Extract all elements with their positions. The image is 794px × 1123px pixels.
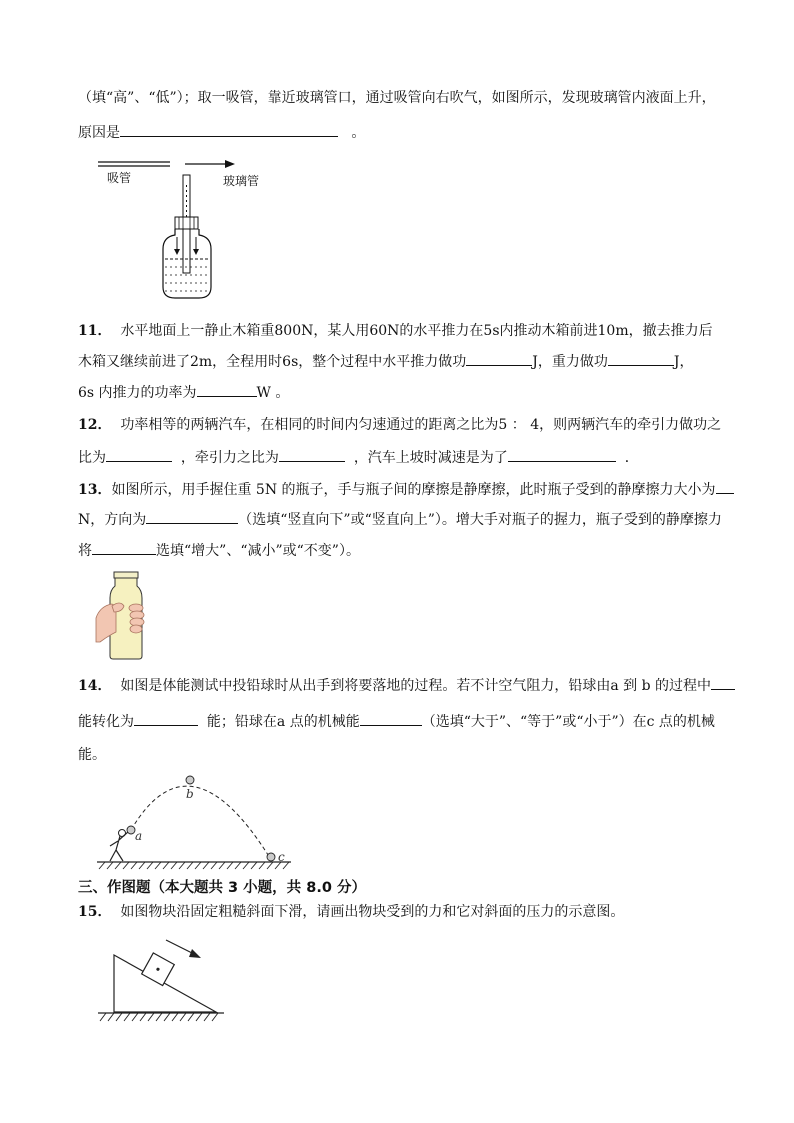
section-3-heading: 三、作图题（本大题共 3 小题，共 8.0 分） bbox=[78, 880, 366, 896]
q13-line1 bbox=[78, 479, 734, 500]
q14-text-1: 如图是体能测试中投铅球时从出手到将要落地的过程。若不计空气阻力，铅球由a 到 b 的过程中 bbox=[120, 678, 712, 694]
q14-compare-blank[interactable] bbox=[360, 711, 422, 726]
q14-text-3: 能。 bbox=[78, 747, 106, 763]
q12-text-2b: ，牵引力之比为 bbox=[180, 450, 279, 466]
q10-text-2b: 。 bbox=[351, 125, 366, 141]
q15-figure bbox=[96, 935, 236, 1025]
q11-work-gravity-blank[interactable] bbox=[608, 351, 674, 366]
straw-label: 吸管 bbox=[107, 171, 132, 185]
q13-direction-blank[interactable] bbox=[146, 509, 238, 524]
q12-work-ratio-blank[interactable] bbox=[106, 447, 172, 462]
point-a-label: a bbox=[135, 829, 143, 843]
q12-reason-blank[interactable] bbox=[508, 447, 616, 462]
q11-number: 11． bbox=[78, 323, 112, 339]
q12-line2 bbox=[78, 447, 639, 468]
q13-number: 13． bbox=[78, 482, 112, 498]
q10-figure bbox=[95, 155, 295, 305]
q12-text-2d: ． bbox=[624, 450, 639, 466]
q14-text-2a: 能转化为 bbox=[78, 714, 134, 730]
q11-text-3a: 6s 内推力的功率为 bbox=[78, 385, 197, 401]
q13-change-blank[interactable] bbox=[92, 540, 156, 555]
incline-block-diagram bbox=[96, 935, 236, 1025]
q13-line3 bbox=[78, 540, 360, 561]
q14-line3 bbox=[78, 745, 106, 765]
q12-number: 12． bbox=[78, 417, 112, 433]
bottle-straw-diagram bbox=[95, 155, 295, 305]
q13-line2 bbox=[78, 509, 722, 530]
q14-number: 14． bbox=[78, 678, 112, 694]
q12-force-ratio-blank[interactable] bbox=[279, 447, 345, 462]
q12-line1 bbox=[78, 415, 721, 435]
point-c-label: c bbox=[278, 850, 285, 864]
q11-text-2a: 木箱又继续前进了2m，全程用时6s，整个过程中水平推力做功 bbox=[78, 354, 467, 370]
q15-number: 15． bbox=[78, 904, 112, 920]
q10-line2 bbox=[78, 122, 365, 143]
q11-text-3b: W 。 bbox=[256, 385, 290, 401]
q15-line1 bbox=[78, 902, 624, 922]
q13-text-3a: 将 bbox=[78, 543, 92, 559]
q12-text-2c: ，汽车上坡时减速是为了 bbox=[353, 450, 508, 466]
q10-line1 bbox=[78, 88, 716, 108]
q12-text-2a: 比为 bbox=[78, 450, 106, 466]
shot-put-diagram bbox=[95, 770, 295, 870]
q13-text-2a: N，方向为 bbox=[78, 512, 147, 528]
q11-text-1: 水平地面上一静止木箱重800N，某人用60N的水平推力在5s内推动木箱前进10m，撤去推力后 bbox=[120, 323, 713, 339]
point-b-label: b bbox=[186, 787, 194, 801]
tube-label: 玻璃管 bbox=[223, 174, 260, 188]
q14-text-2b: 能；铅球在a 点的机械能 bbox=[206, 714, 360, 730]
q13-text-2b: （选填“竖直向下”或“竖直向上”）。增大手对瓶子的握力，瓶子受到的静摩擦力 bbox=[238, 512, 722, 528]
q12-text-1: 功率相等的两辆汽车，在相同的时间内匀速通过的距离之比为5 ： 4，则两辆汽车的牵引力做功之 bbox=[120, 417, 722, 433]
q13-text-1: 如图所示，用手握住重 5N 的瓶子，手与瓶子间的摩擦是静摩擦，此时瓶子受到的静摩擦力大小为 bbox=[111, 482, 716, 498]
q14-text-2c: （选填“大于”、“等于”或“小于”）在c 点的机械 bbox=[421, 714, 715, 730]
q14-energy-to-blank[interactable] bbox=[134, 711, 198, 726]
q14-line1 bbox=[78, 675, 735, 696]
q10-text-2a: 原因是 bbox=[78, 125, 120, 141]
q14-line2 bbox=[78, 711, 715, 732]
q14-energy-from-blank[interactable] bbox=[711, 675, 735, 690]
q11-text-2c: J， bbox=[673, 354, 694, 370]
q11-work-push-blank[interactable] bbox=[466, 351, 532, 366]
q11-power-blank[interactable] bbox=[197, 382, 257, 397]
q11-line1 bbox=[78, 321, 713, 341]
q10-text-1: （填“高”、“低”）；取一吸管，靠近玻璃管口，通过吸管向右吹气，如图所示，发现玻璃管内液面上升， bbox=[78, 90, 716, 106]
q10-answer-blank[interactable] bbox=[120, 122, 338, 137]
q13-figure bbox=[94, 570, 154, 662]
q15-text-1: 如图物块沿固定粗糙斜面下滑，请画出物块受到的力和它对斜面的压力的示意图。 bbox=[120, 904, 625, 920]
q11-text-2b: J，重力做功 bbox=[532, 354, 608, 370]
hand-bottle-diagram bbox=[94, 570, 154, 662]
q13-text-3b: 选填“增大”、“减小”或“不变”）。 bbox=[156, 543, 360, 559]
q11-line2 bbox=[78, 351, 694, 372]
q13-friction-blank[interactable] bbox=[716, 479, 734, 494]
q11-line3 bbox=[78, 382, 289, 403]
q14-figure bbox=[95, 770, 295, 870]
